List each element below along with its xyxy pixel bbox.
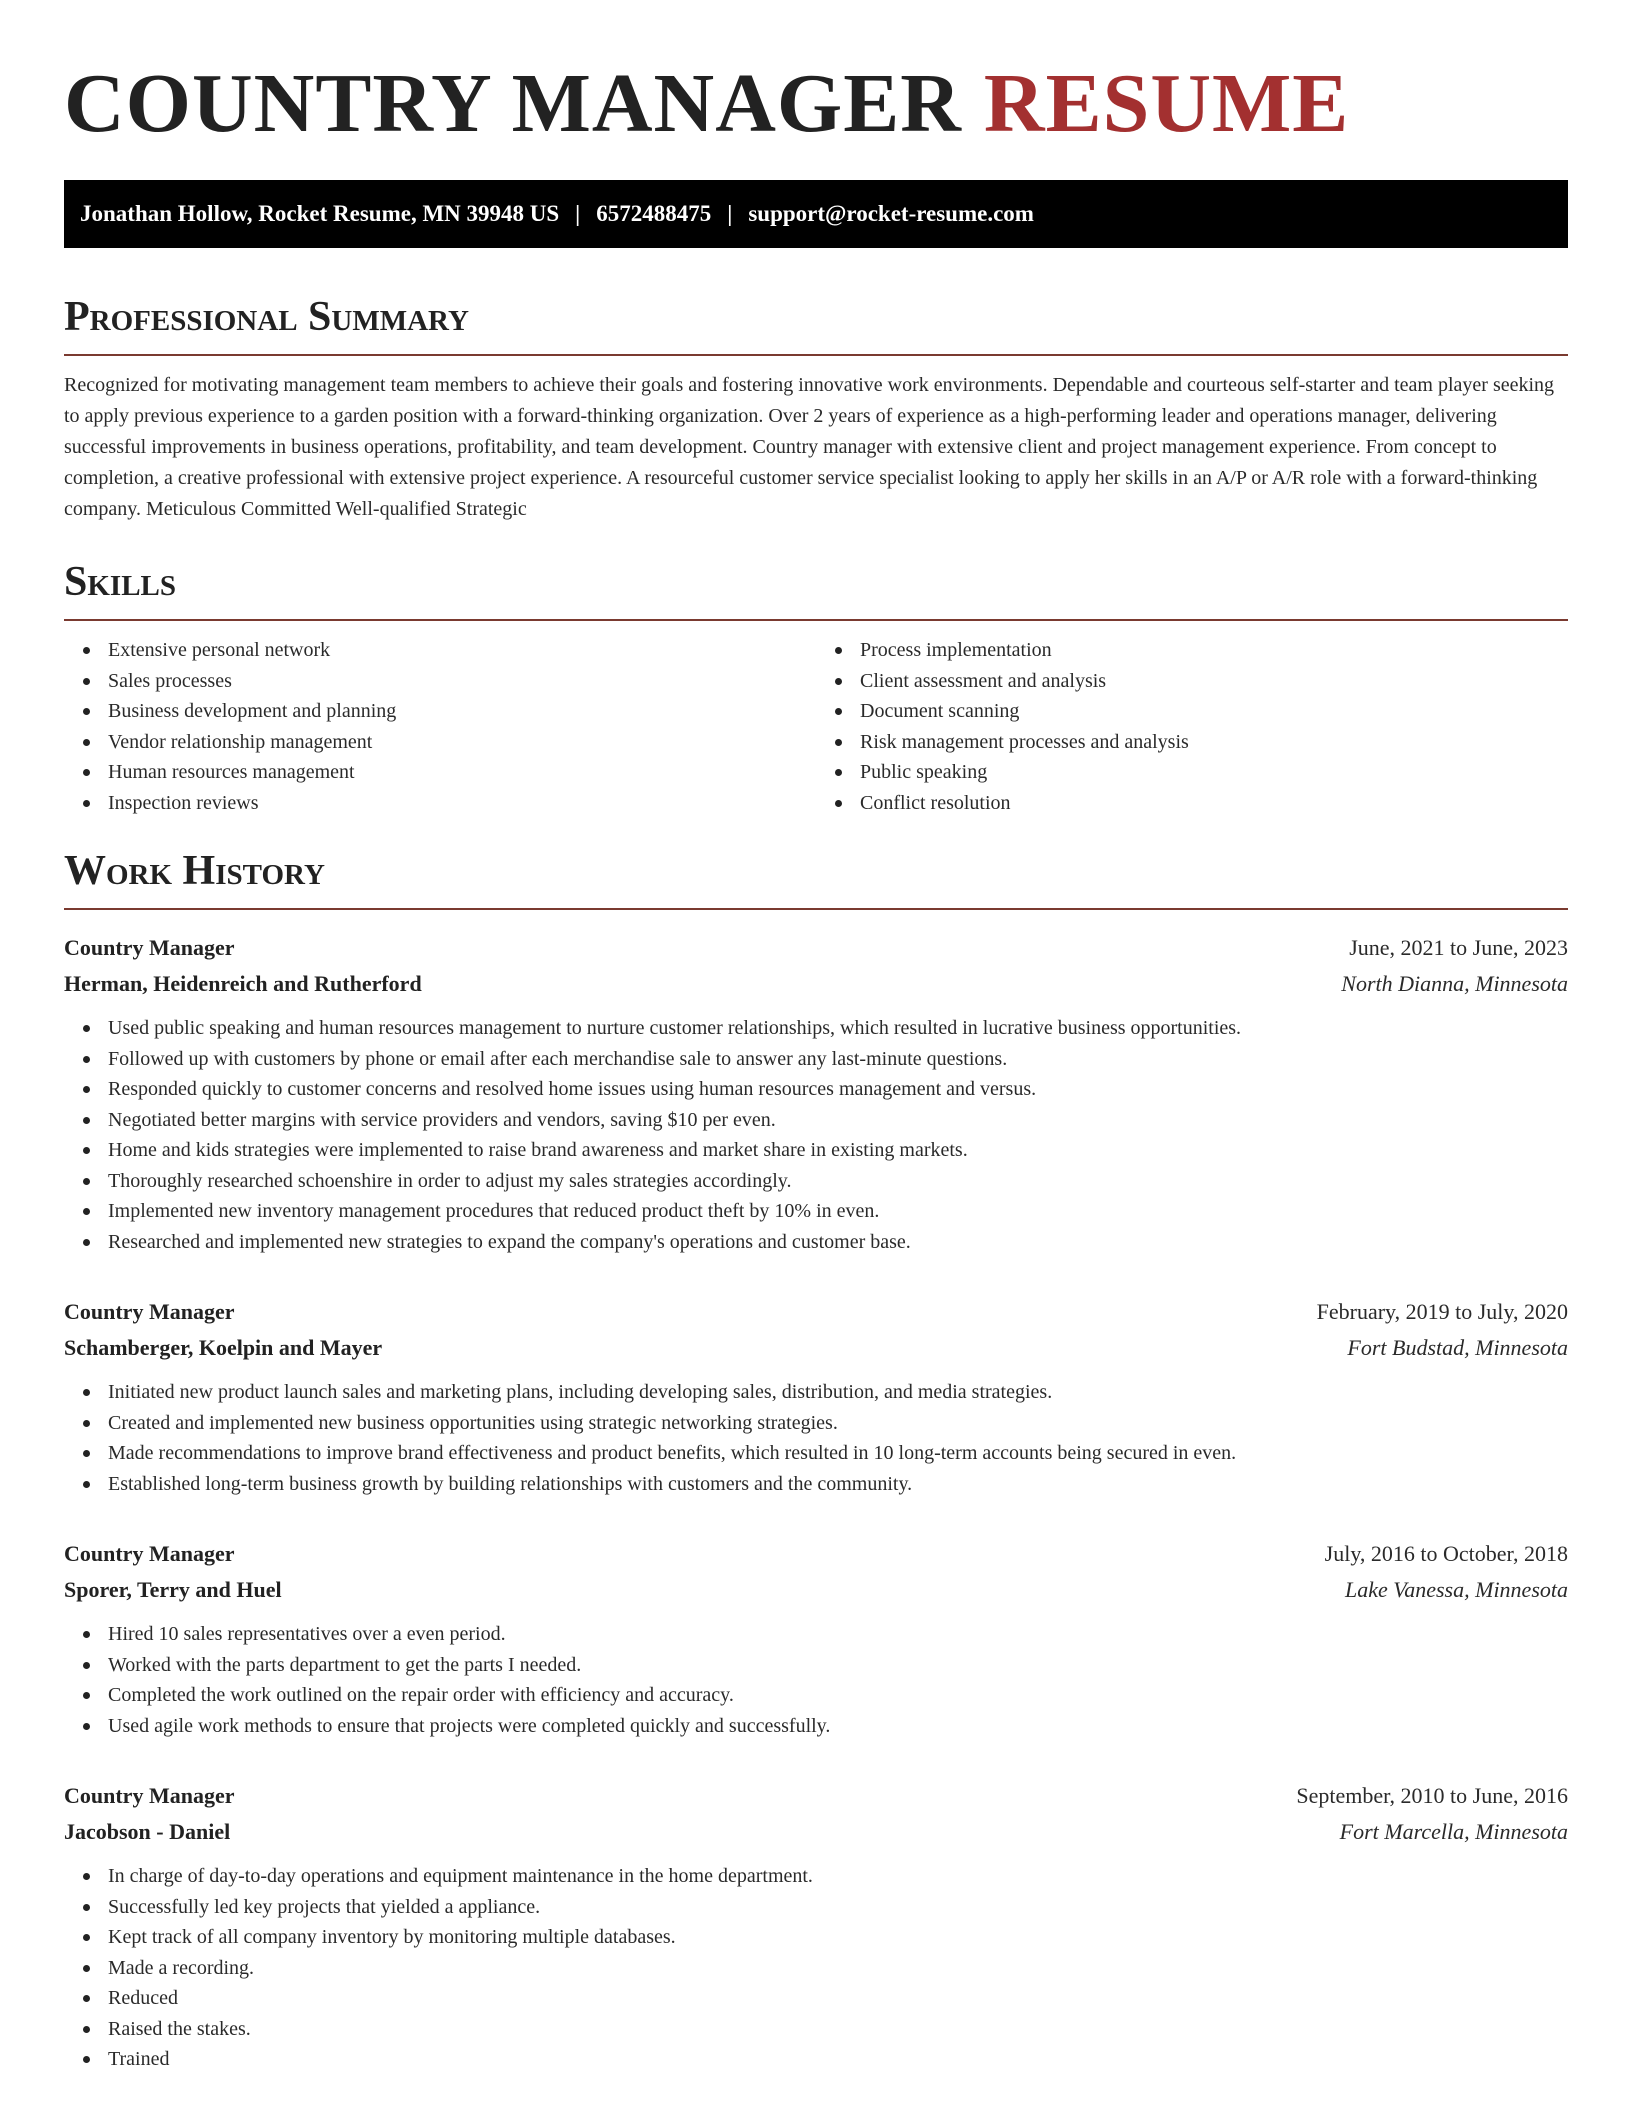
job-company: Sporer, Terry and Huel: [64, 1577, 282, 1602]
job-bullet: Reduced: [108, 1983, 1568, 2014]
job-entry: [64, 1536, 1568, 1741]
job-title: Country Manager: [64, 935, 235, 960]
job-location: Lake Vanessa, Minnesota: [1344, 1577, 1568, 1602]
job-bullet: Worked with the parts department to get the parts I needed.: [108, 1650, 1568, 1681]
job-bullet: Home and kids strategies were implemented to raise brand awareness and market share in existing markets.: [108, 1135, 1568, 1166]
skill-item: Process implementation: [860, 635, 1568, 666]
job-dates: July, 2016 to October, 2018: [1324, 1541, 1568, 1566]
job-dates: June, 2021 to June, 2023: [1349, 935, 1568, 960]
job-bullet: Made a recording.: [108, 1953, 1568, 1984]
resume-title: [64, 57, 1568, 150]
job-bullet: Kept track of all company inventory by monitoring multiple databases.: [108, 1922, 1568, 1953]
work-history-section: [64, 850, 1568, 2075]
job-bullet: Researched and implemented new strategies to expand the company's operations and customer base.: [108, 1227, 1568, 1258]
skill-item: Inspection reviews: [108, 788, 816, 819]
job-bullet: Created and implemented new business opportunities using strategic networking strategies.: [108, 1408, 1568, 1439]
job-entry: [64, 1778, 1568, 2075]
job-bullet-list: [64, 1861, 1568, 2075]
job-entry: [64, 1294, 1568, 1499]
section-heading: Professional Summary: [64, 294, 469, 340]
skill-item: Business development and planning: [108, 696, 816, 727]
job-company-row: [64, 1572, 1568, 1608]
job-bullet: Followed up with customers by phone or email after each merchandise sale to answer any last-minute questions.: [108, 1044, 1568, 1075]
contact-bar: [64, 180, 1568, 248]
skill-item: Document scanning: [860, 696, 1568, 727]
section-divider: [64, 354, 1568, 356]
skill-item: Human resources management: [108, 757, 816, 788]
job-company: Herman, Heidenreich and Rutherford: [64, 971, 422, 996]
job-dates: September, 2010 to June, 2016: [1296, 1783, 1568, 1808]
skill-item: Conflict resolution: [860, 788, 1568, 819]
job-bullet: Used agile work methods to ensure that projects were completed quickly and successfully.: [108, 1711, 1568, 1742]
title-main: COUNTRY MANAGER: [64, 57, 962, 150]
contact-address: Jonathan Hollow, Rocket Resume, MN 39948 US: [80, 201, 560, 226]
contact-separator: |: [727, 201, 733, 226]
skills-section: [64, 561, 1568, 818]
job-bullet: Initiated new product launch sales and marketing plans, including developing sales, distribution, and media strategies.: [108, 1377, 1568, 1408]
job-location: Fort Marcella, Minnesota: [1339, 1819, 1568, 1844]
job-dates: February, 2019 to July, 2020: [1316, 1299, 1568, 1324]
job-bullet: Raised the stakes.: [108, 2014, 1568, 2045]
job-bullet: Established long-term business growth by building relationships with customers and the community.: [108, 1469, 1568, 1500]
title-accent: RESUME: [983, 57, 1350, 150]
job-title: Country Manager: [64, 1783, 235, 1808]
skills-column-right: [816, 635, 1568, 818]
contact-email: support@rocket-resume.com: [748, 201, 1034, 226]
job-bullet: In charge of day-to-day operations and equipment maintenance in the home department.: [108, 1861, 1568, 1892]
section-heading: Work History: [64, 848, 325, 894]
job-header-row: [64, 1294, 1568, 1330]
job-location: Fort Budstad, Minnesota: [1347, 1335, 1568, 1360]
job-header-row: [64, 930, 1568, 966]
job-header-row: [64, 1778, 1568, 1814]
skill-item: Public speaking: [860, 757, 1568, 788]
skill-item: Client assessment and analysis: [860, 666, 1568, 697]
job-company: Schamberger, Koelpin and Mayer: [64, 1335, 383, 1360]
job-bullet: Trained: [108, 2044, 1568, 2075]
skills-column-left: [64, 635, 816, 818]
job-location: North Dianna, Minnesota: [1341, 971, 1568, 996]
section-heading: Skills: [64, 559, 177, 605]
job-bullet: Negotiated better margins with service providers and vendors, saving $10 per even.: [108, 1105, 1568, 1136]
job-bullet: Made recommendations to improve brand effectiveness and product benefits, which resulted in 10 long-term accounts being secured in even.: [108, 1438, 1568, 1469]
job-bullet: Successfully led key projects that yielded a appliance.: [108, 1892, 1568, 1923]
job-bullet-list: [64, 1619, 1568, 1741]
summary-text: Recognized for motivating management team members to achieve their goals and fostering innovative work environments. Dependable and courteous self-starter and team player seeking to apply previous experience to a garden position with a forward-thinking organization. Over 2 years of experience as a high-performing leader and operations manager, delivering successful improvements in business operations, profitability, and team development. Country manager with extensive client and project management experience. From concept to completion, a creative professional with extensive project experience. A resourceful customer service specialist looking to apply her skills in an A/P or A/R role with a forward-thinking company. Meticulous Committed Well-qualified Strategic: [64, 374, 1555, 520]
job-company: Jacobson - Daniel: [64, 1819, 231, 1844]
professional-summary-section: [64, 296, 1568, 525]
section-divider: [64, 908, 1568, 910]
job-list: [64, 930, 1568, 2075]
skill-item: Extensive personal network: [108, 635, 816, 666]
job-company-row: [64, 1330, 1568, 1366]
job-bullet: Completed the work outlined on the repair order with efficiency and accuracy.: [108, 1680, 1568, 1711]
job-bullet: Used public speaking and human resources management to nurture customer relationships, which resulted in lucrative business opportunities.: [108, 1013, 1568, 1044]
skills-grid: [64, 635, 1568, 818]
job-bullet-list: [64, 1377, 1568, 1499]
job-company-row: [64, 1814, 1568, 1850]
skill-item: Sales processes: [108, 666, 816, 697]
job-company-row: [64, 966, 1568, 1002]
job-header-row: [64, 1536, 1568, 1572]
skill-item: Risk management processes and analysis: [860, 727, 1568, 758]
job-bullet: Thoroughly researched schoenshire in order to adjust my sales strategies accordingly.: [108, 1166, 1568, 1197]
job-bullet: Implemented new inventory management procedures that reduced product theft by 10% in even.: [108, 1196, 1568, 1227]
contact-phone: 6572488475: [596, 201, 712, 226]
job-bullet: Responded quickly to customer concerns and resolved home issues using human resources management and versus.: [108, 1074, 1568, 1105]
job-bullet: Hired 10 sales representatives over a even period.: [108, 1619, 1568, 1650]
section-divider: [64, 619, 1568, 621]
job-bullet-list: [64, 1013, 1568, 1257]
job-entry: [64, 930, 1568, 1257]
job-title: Country Manager: [64, 1299, 235, 1324]
skill-item: Vendor relationship management: [108, 727, 816, 758]
job-title: Country Manager: [64, 1541, 235, 1566]
contact-separator: |: [575, 201, 581, 226]
